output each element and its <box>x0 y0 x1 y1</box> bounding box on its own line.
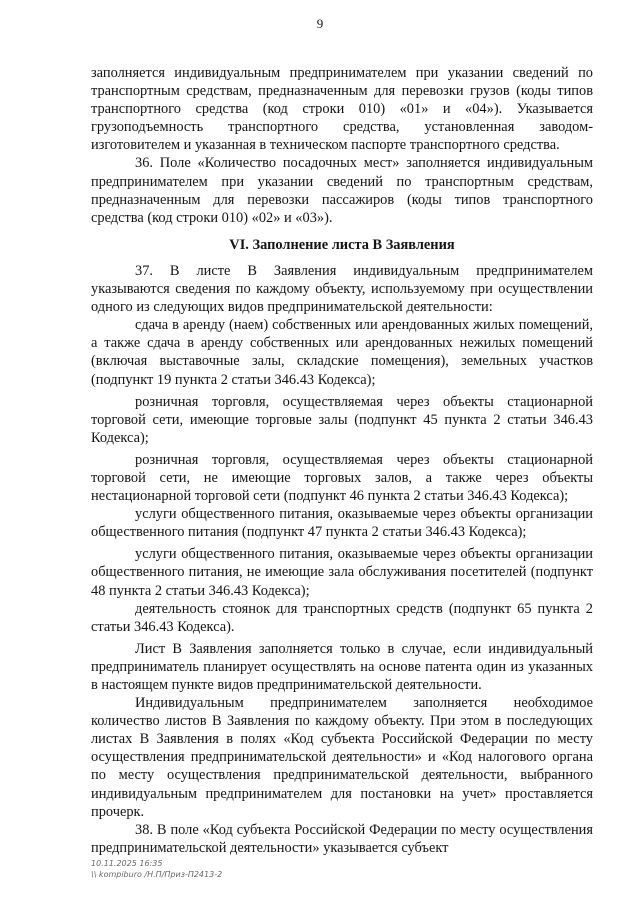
list-item-retail-halls: розничная торговля, осуществляемая через объекты стационарной торговой сети, имеющие торговые залы (подпункт 45 пункта 2 статьи 346.43 Кодекса); <box>91 393 593 446</box>
list-item-catering-no-hall: услуги общественного питания, оказываемые через объекты организации общественного питания, не имеющие зала обслуживания посетителей (подпункт 48 пункта 2 статьи 346.43 Кодекса); <box>91 546 593 599</box>
section-heading: VI. Заполнение листа В Заявления <box>229 236 455 253</box>
paragraph-continuation: заполняется индивидуальным предпринимателем при указании сведений по транспортным средствам, предназначенным для перевозки грузов (коды типов транспортного средства (код строки 010) «01» и «04»). Указывается грузоподъемность транспортного средства, установленная заводом-изготовителем и указанная в техническом паспорте транспортного средства. <box>91 65 593 154</box>
footer-date: 10.11.2025 16:35 <box>91 859 163 868</box>
page-number: 9 <box>316 16 324 31</box>
paragraph-37: 37. В листе В Заявления индивидуальным предпринимателем указываются сведения по каждому объекту, используемому при осуществлении одного из следующих видов предпринимательской деятельности: <box>91 262 593 316</box>
list-item-catering: услуги общественного питания, оказываемые через объекты организации общественного питания (подпункт 47 пункта 2 статьи 346.43 Кодекса); <box>91 506 593 541</box>
document-body <box>91 64 593 857</box>
footer-stamp <box>91 858 222 880</box>
list-item-parking: деятельность стоянок для транспортных средств (подпункт 65 пункта 2 статьи 346.43 Кодекса). <box>91 600 593 635</box>
footer-path: \\ kompiburo /Н.П/Приз-П2413-2 <box>91 870 223 879</box>
list-item-retail-no-halls: розничная торговля, осуществляемая через объекты стационарной торговой сети, не имеющие торговых залов, а также через объекты нестационарной торговой сети (подпункт 46 пункта 2 статьи 346.43 Кодекса); <box>91 451 593 505</box>
list-item-rent: сдача в аренду (наем) собственных или арендованных жилых помещений, а также сдача в аренду собственных или арендованных нежилых помещений (включая выставочные залы, складские помещения), земельных участков (подпункт 19 пункта 2 статьи 346.43 Кодекса); <box>91 317 593 388</box>
paragraph-38: 38. В поле «Код субъекта Российской Федерации по месту осуществления предпринимательской деятельности» указывается субъект <box>91 821 593 856</box>
paragraph-36: 36. Поле «Количество посадочных мест» заполняется индивидуальным предпринимателем при указании сведений по транспортным средствам, предназначенным для перевозки пассажиров (коды типов транспортного средства (код строки 010) «02» и «03»). <box>91 155 593 226</box>
paragraph-sheets-count: Индивидуальным предпринимателем заполняется необходимое количество листов В Заявления по каждому объекту. При этом в последующих листах В Заявления в полях «Код субъекта Российской Федерации по месту осуществления предпринимательской деятельности» и «Код налогового органа по месту осуществления предпринимательской деятельности, выбранного индивидуальным предпринимателем для постановки на учет» проставляется прочерк. <box>91 695 593 820</box>
paragraph-sheet-v-condition: Лист В Заявления заполняется только в случае, если индивидуальный предприниматель планирует осуществлять на основе патента один из указанных в настоящем пункте видов предпринимательской деятельности. <box>91 640 593 693</box>
